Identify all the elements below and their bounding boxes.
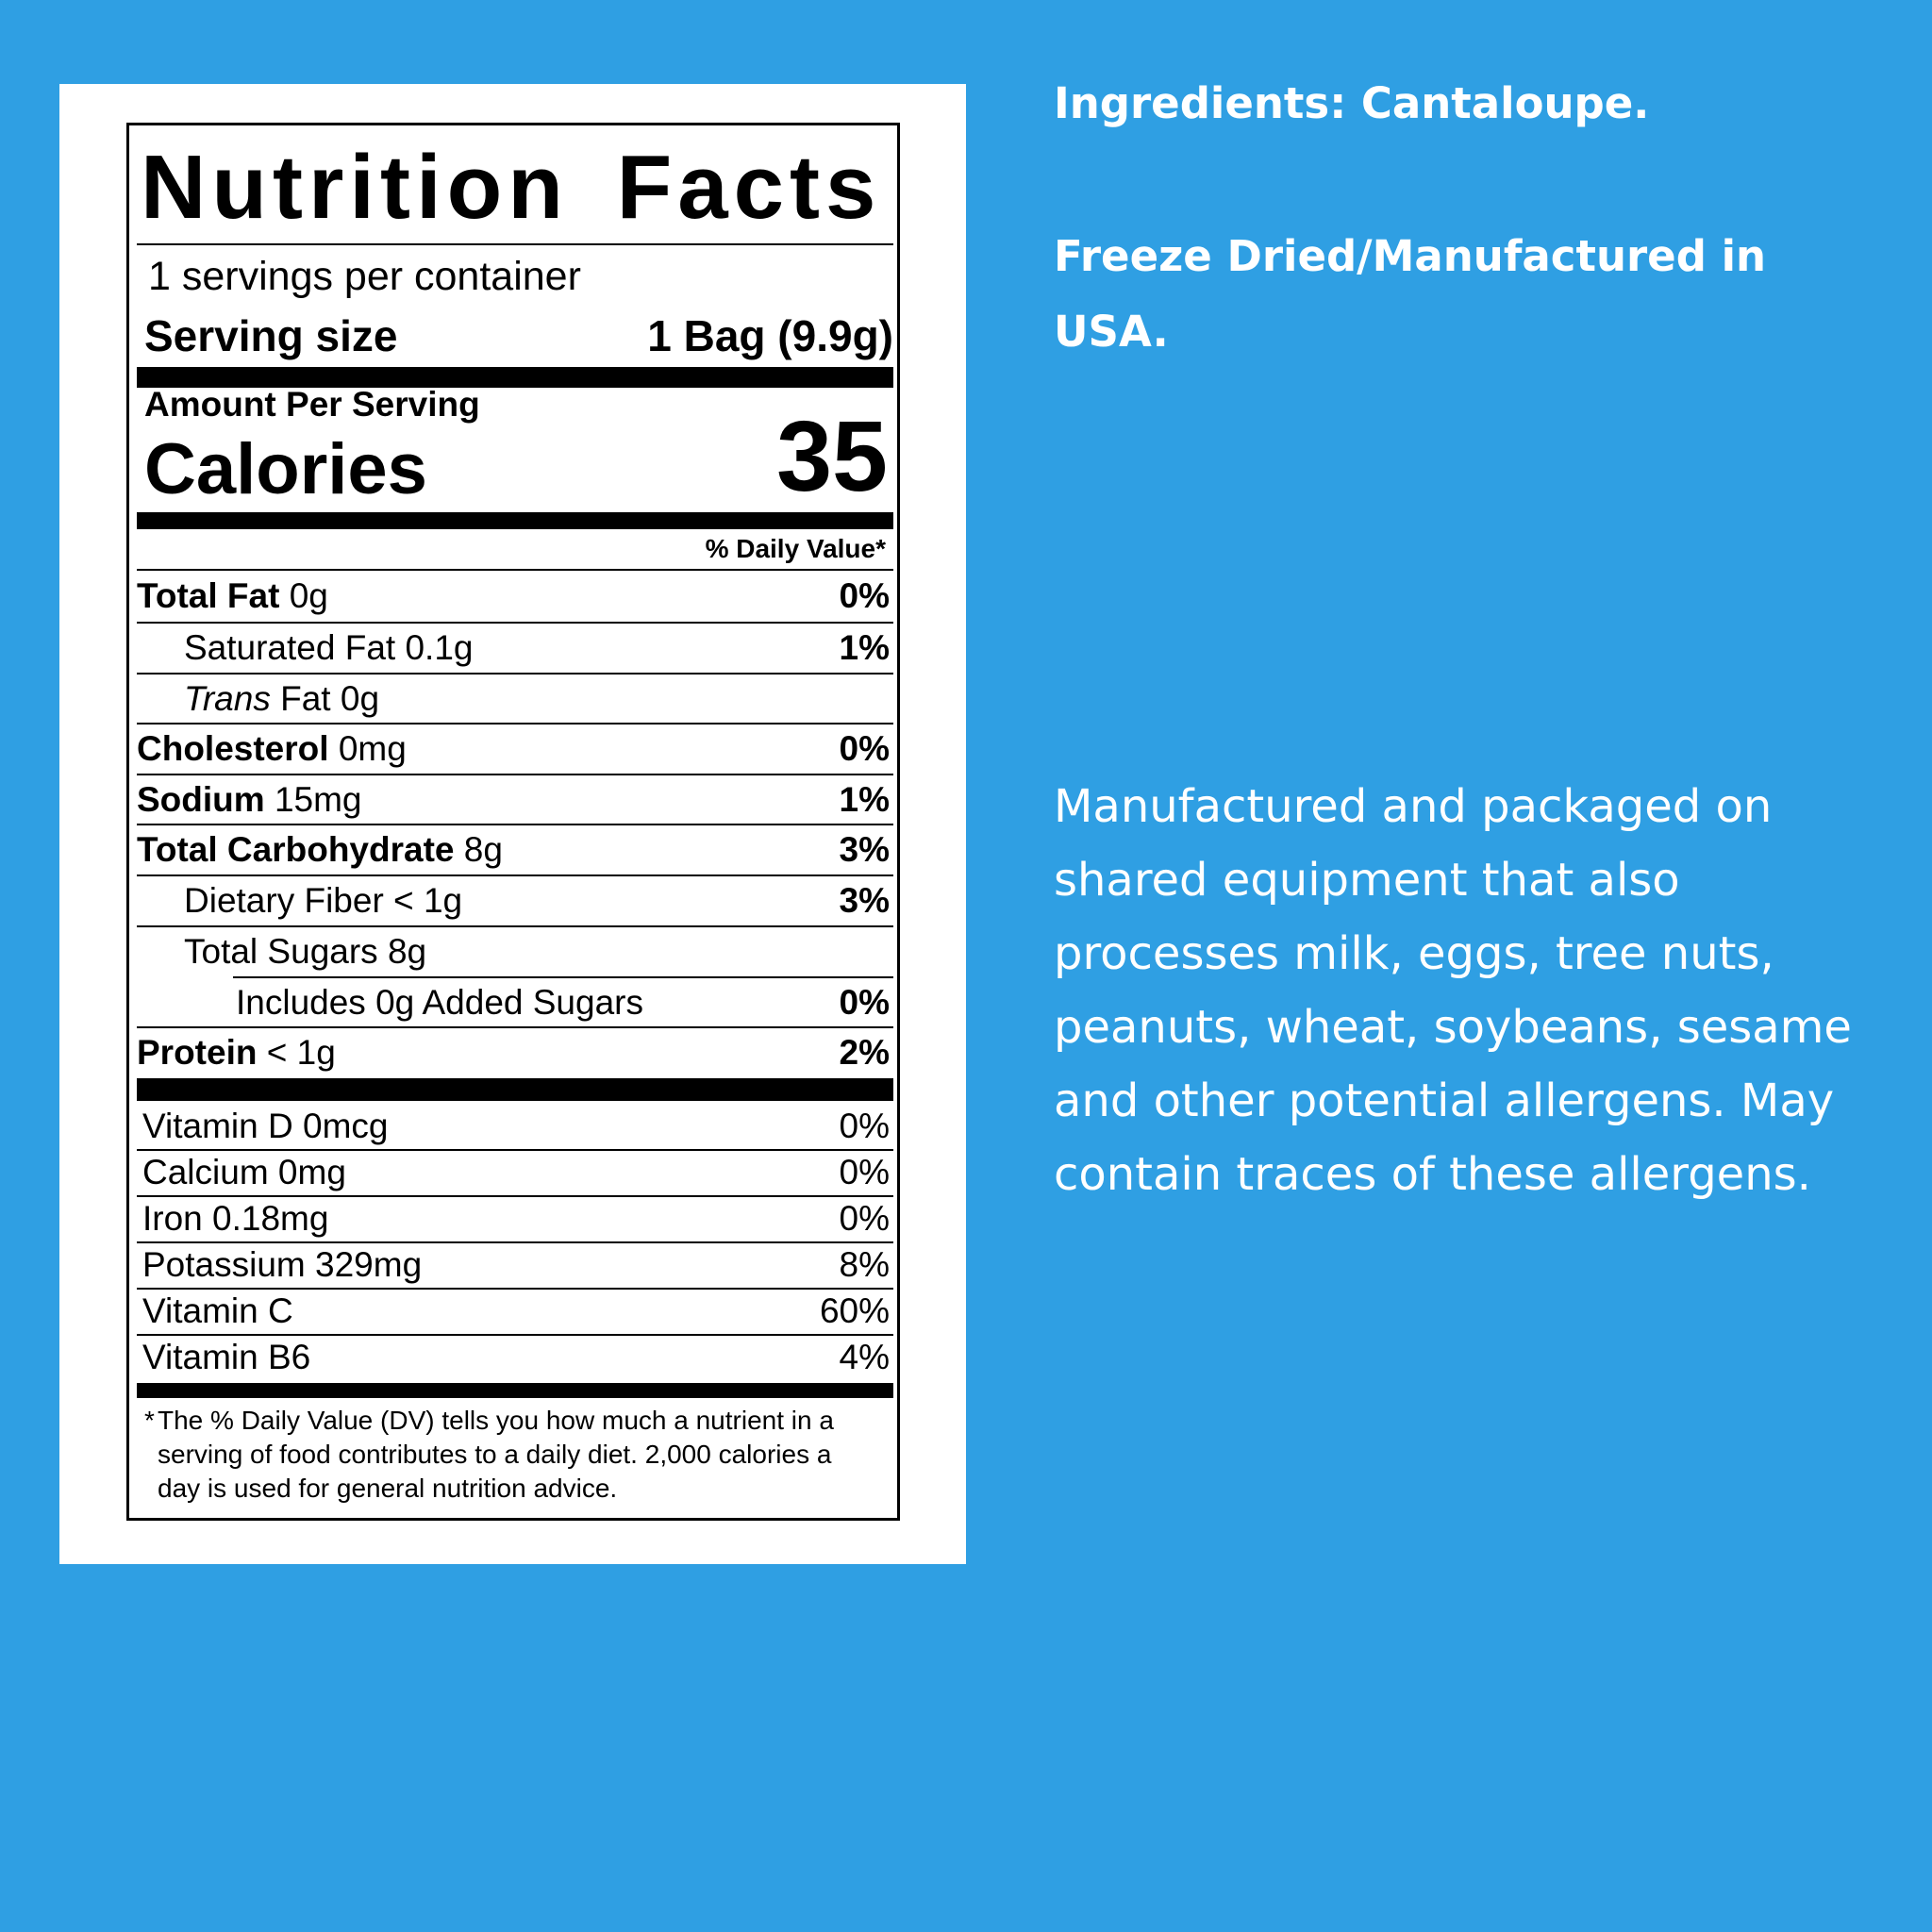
- vitamin-name: Iron 0.18mg: [142, 1199, 329, 1238]
- nutrient-row-total-sugars: [137, 927, 893, 976]
- divider: [137, 243, 893, 245]
- nutrient-name: Saturated Fat 0.1g: [184, 628, 474, 667]
- nutrition-facts-title: Nutrition Facts: [141, 137, 882, 238]
- nutrient-dv: 1%: [839, 780, 890, 819]
- nutrient-dv: 3%: [839, 881, 890, 920]
- vitamin-dv: 8%: [839, 1245, 890, 1284]
- nutrient-name: Trans: [184, 679, 271, 718]
- nutrient-amount: < 1g: [257, 1033, 336, 1072]
- nutrient-name: Cholesterol: [137, 729, 329, 768]
- nutrient-amount: 0g: [279, 576, 328, 615]
- serving-size-value: 1 Bag (9.9g): [647, 311, 893, 360]
- servings-per-container: 1 servings per container: [148, 254, 581, 299]
- ingredients-text: Ingredients: Cantaloupe.: [1054, 78, 1650, 128]
- nutrient-amount: 0mg: [328, 729, 407, 768]
- nutrient-name: Protein: [137, 1033, 258, 1072]
- nutrient-amount: Fat 0g: [270, 679, 380, 718]
- thick-divider: [137, 1383, 893, 1398]
- footnote-asterisk: *: [144, 1406, 155, 1435]
- calories-value: 35: [776, 401, 888, 512]
- nutrient-amount: 8g: [454, 830, 503, 869]
- vitamin-row-iron: [137, 1196, 893, 1241]
- thick-divider: [137, 1078, 893, 1101]
- nutrient-row-sodium: [137, 775, 893, 824]
- vitamin-dv: 4%: [839, 1338, 890, 1376]
- vitamin-dv: 60%: [819, 1291, 890, 1330]
- vitamin-name: Calcium 0mg: [142, 1153, 346, 1191]
- thick-divider: [137, 512, 893, 529]
- serving-size-row: [144, 305, 893, 367]
- daily-value-footnote: [144, 1404, 856, 1506]
- nutrient-row-total-fat: [137, 572, 893, 621]
- nutrition-facts-label: [126, 123, 900, 1521]
- vitamin-row-potassium: [137, 1242, 893, 1288]
- nutrient-dv: 0%: [839, 983, 890, 1022]
- nutrient-name: Total Sugars 8g: [184, 932, 427, 971]
- nutrient-name: Total Carbohydrate: [137, 830, 455, 869]
- vitamin-name: Vitamin B6: [142, 1338, 311, 1376]
- nutrient-row-cholesterol: [137, 724, 893, 774]
- vitamin-name: Potassium 329mg: [142, 1245, 423, 1284]
- nutrient-name: Sodium: [137, 780, 265, 819]
- nutrient-amount: 15mg: [264, 780, 362, 819]
- serving-size-label: Serving size: [144, 311, 398, 360]
- nutrient-name: Includes 0g Added Sugars: [236, 983, 643, 1022]
- allergen-statement: Manufactured and packaged on shared equipment that also processes milk, eggs, tree nuts, peanuts, wheat, soybeans, sesame and other potential allergens. May contain traces of these allergens.: [1054, 780, 1852, 1201]
- nutrient-dv: 1%: [839, 628, 890, 667]
- daily-value-header: % Daily Value*: [705, 534, 886, 563]
- footnote-text: The % Daily Value (DV) tells you how much a nutrient in a serving of food contributes to a daily diet. 2,000 calories a day is used for general nutrition advice.: [158, 1406, 834, 1503]
- nutrient-dv: 2%: [839, 1033, 890, 1072]
- vitamin-name: Vitamin D 0mcg: [142, 1107, 389, 1145]
- vitamin-row-vitamin-b6: [137, 1335, 893, 1380]
- nutrient-row-saturated-fat: [137, 624, 893, 673]
- vitamin-row-vitamin-d: [137, 1104, 893, 1149]
- nutrient-row-total-carbohydrate: [137, 825, 893, 874]
- vitamin-dv: 0%: [839, 1107, 890, 1145]
- vitamin-dv: 0%: [839, 1199, 890, 1238]
- divider: [137, 569, 893, 571]
- nutrient-row-added-sugars: [137, 978, 893, 1027]
- nutrient-row-trans-fat: [137, 675, 893, 724]
- origin-text: Freeze Dried/Manufactured in USA.: [1054, 231, 1767, 357]
- nutrient-dv: 3%: [839, 830, 890, 869]
- nutrition-card: [59, 84, 966, 1564]
- vitamin-row-vitamin-c: [137, 1289, 893, 1334]
- vitamin-dv: 0%: [839, 1153, 890, 1191]
- nutrient-name: Dietary Fiber < 1g: [184, 881, 463, 920]
- nutrient-row-protein: [137, 1028, 893, 1077]
- calories-label: Calories: [144, 429, 427, 509]
- nutrient-dv: 0%: [839, 576, 890, 615]
- amount-per-serving: Amount Per Serving: [144, 385, 480, 424]
- nutrient-dv: 0%: [839, 729, 890, 768]
- vitamin-name: Vitamin C: [142, 1291, 293, 1330]
- nutrient-name: Total Fat: [137, 576, 280, 615]
- vitamin-row-calcium: [137, 1150, 893, 1195]
- nutrient-row-dietary-fiber: [137, 876, 893, 925]
